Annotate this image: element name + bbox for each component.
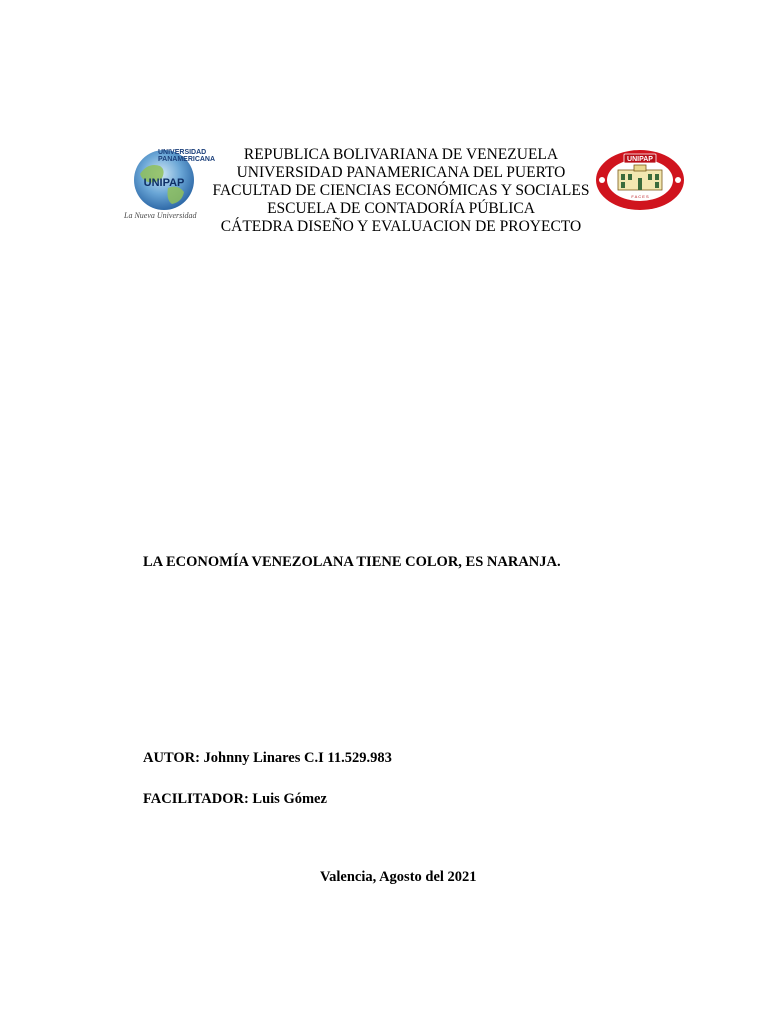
header-line-school: ESCUELA DE CONTADORÍA PÚBLICA	[267, 200, 535, 217]
author-line: AUTOR: Johnny Linares C.I 11.529.983	[143, 750, 392, 766]
logo-left-top-text-2: PANAMERICANA	[158, 156, 216, 163]
unipap-seal-right	[594, 148, 686, 212]
header-line-country: REPUBLICA BOLIVARIANA DE VENEZUELA	[243, 146, 559, 163]
document-title: LA ECONOMÍA VENEZOLANA TIENE COLOR, ES NARANJA.	[143, 554, 561, 570]
seal-banner-text: UNIPAP	[627, 156, 653, 163]
logo-left-top-text-1: UNIVERSIDAD	[158, 149, 207, 156]
seal-bottom-letters: F A C E S	[631, 194, 649, 199]
place-date: Valencia, Agosto del 2021	[320, 869, 477, 885]
seal-logo-icon	[594, 148, 686, 212]
logo-left-center-text: UNIPAP	[143, 177, 185, 189]
header-line-university: UNIVERSIDAD PANAMERICANA DEL PUERTO	[236, 164, 566, 181]
header-line-faculty: FACULTAD DE CIENCIAS ECONÓMICAS Y SOCIALES	[212, 182, 590, 199]
facilitator-line: FACILITADOR: Luis Gómez	[143, 791, 327, 807]
institution-header	[196, 146, 606, 236]
header-line-chair: CÁTEDRA DISEÑO Y EVALUACION DE PROYECTO	[220, 218, 582, 235]
logo-left-tagline: La Nueva Universidad	[124, 211, 197, 220]
